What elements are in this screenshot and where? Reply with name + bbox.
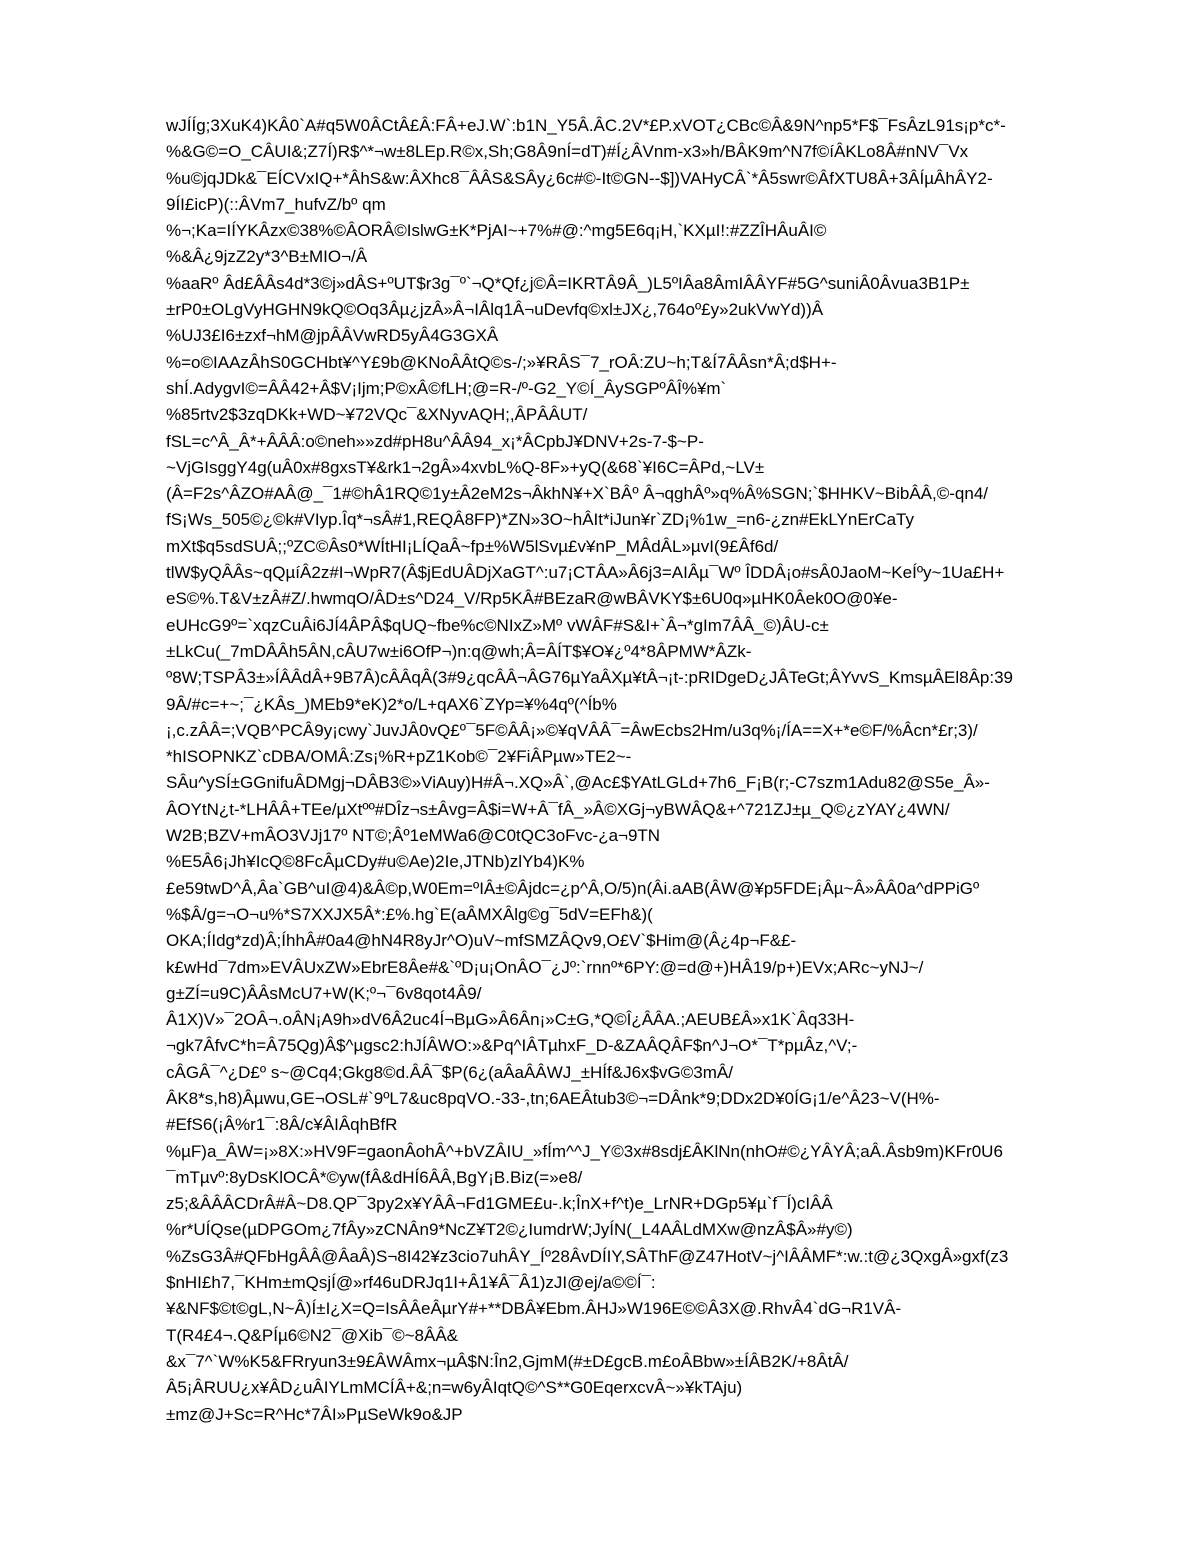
text-line: cÂGÂ¯^¿D£º s~@Cq4;Gkg8©d.ÂÂ¯$P(6¿(aÂaÂÂWJ_±HÍf&J6x$vG©3mÂ/: [166, 1062, 733, 1082]
text-line: SÂu^ySÍ±GGnifuÂDMgj¬DÂB3©»ViAuy)H#Â¬.XQ»Â`,@Ac£$YAtLGLd+7h6_F¡B(r;-C7szm1Adu82@S5e_Â»-: [166, 773, 990, 793]
text-line: wJÍÍg;3XuK4)KÂ0`A#q5W0ÂCtÂ£Â:FÂ+eJ.W`:b1N_Y5Â.ÂC.2V*£P.xVOT¿CBc©Â&9N^np5*F$¯FsÂzL91s¡p*c*-: [166, 116, 1006, 135]
text-line: %E5Â6¡Jh¥IcQ©8FcÂµCDy#u©Ae)2Ie,JTNb)zlYb4)K%: [166, 852, 585, 872]
text-line: T(R4£4¬.Q&PÍµ6©N2¯@Xib¯©~8ÂÂ&: [166, 1325, 458, 1345]
text-line: tlW$yQÂÂs~qQµíÂ2z#I¬WpR7(Â$jEdUÂDjXaGT^:u7¡CTÂA»Â6j3=AIÂµ¯Wº ÎDDÂ¡o#sÂ0JaoM~KeÍºy~1Ua£H+: [166, 563, 1005, 583]
text-line: ¯mTµvº:8yDsKlOCÂ*©yw(fÂ&dHÍ6ÂÂ,BgY¡B.Biz(=»e8/: [166, 1167, 583, 1187]
text-line: Â1X)V»¯2OÂ¬.oÂN¡A9h»dV6Â2uc4Í¬BµG»Â6Ân¡»C±G,*Q©Î¿ÂÂA.;AEUB£Â»x1K`Âq33H-: [166, 1010, 855, 1030]
text-line: %=o©IAAzÂhS0GCHbt¥^Y£9b@KNoÂÂtQ©s-/;»¥RÂS¯7_rOÂ:ZU~h;T&Í7ÂÂsn*Â;d$H+-: [166, 352, 837, 372]
text-line: ¬gk7ÂfvC*h=Â75Qg)Â$^µgsc2:hJÍÂWO:»&Pq^IÂTµhxF_D-&ZAÂQÂF$n^J¬O*¯T*pµÂz,^V;-: [166, 1036, 858, 1056]
text-line: %&Â¿9jzZ2y*3^B±MIO¬/Â: [166, 247, 368, 267]
text-line: #EfS6(¡Â%r1¯:8Â/c¥ÂIÂqhBfR: [166, 1115, 398, 1135]
text-line: ÂOYtN¿t-*LHÂÂ+TEe/µXtºº#DÎz¬s±Âvg=Â$i=W+Â¯fÂ_»Â©XGj¬yBWÂQ&+^721ZJ±µ_Q©¿zYAY¿4WN/: [166, 799, 950, 819]
text-line: ±LkCu(_7mDÂÂh5ÂN,cÂU7w±i6OfP¬)n:q@wh;Â=ÂÍT$¥O¥¿º4*8ÂPMW*ÂZk-: [166, 641, 752, 661]
text-line: º8W;TSPÂ3±»ÍÂÂdÂ+9B7Â)cÂÂqÂ(3#9¿qcÂÂ¬ÂG76µYaÂXµ¥tÂ¬¡t-:pRIDgeD¿JÂTeGt;ÂYvvS_KmsµÂEl8Âp:39: [166, 668, 1013, 688]
text-line: £e59twD^Â,Âa`GB^uI@4)&Â©p,W0Em=ºIÂ±©Âjdc=¿p^Â,O/5)n(Âi.aAB(ÂW@¥p5FDE¡Âµ~Â»ÂÂ0a^dPPiGº: [166, 878, 980, 898]
text-line: %85rtv2$3zqDKk+WD~¥72VQc¯&XNyvAQH;,ÂPÂÂUT/: [166, 405, 588, 425]
text-line: g±ZÍ=u9C)ÂÂsMcU7+W(K;º¬¯6v8qot4Â9/: [166, 983, 482, 1003]
text-line: ~VjGIsggY4g(uÂ0x#8gxsT¥&rk1¬2gÂ»4xvbL%Q-8F»+yQ(&68`¥I6C=ÂPd,~LV±: [166, 457, 765, 477]
text-line: ÂK8*s,h8)Âµwu,GE¬OSL#`9ºL7&uc8pqVO.-33-,tn;6AEÂtub3©¬=DÂnk*9;DDx2D¥0ÍG¡1/e^Â23~V(H%-: [166, 1088, 940, 1108]
text-line: ±mz@J+Sc=R^Hc*7ÂI»PµSeWk9o&JP: [166, 1404, 463, 1424]
text-line: shÍ.AdygvI©=ÂÂ42+Â$V¡Ijm;P©xÂ©fLH;@=R-/º-G2_Y©Í_ÂySGPºÂÎ%¥m`: [166, 378, 727, 398]
text-line: fS¡Ws_505©¿©k#VIyp.Îq*¬sÂ#1,REQÂ8FP)*ZN»3O~hÂIt*iJun¥r`ZD¡%1w_=n6-¿zn#EkLYnErCaTy: [166, 510, 914, 530]
text-line: eS©%.T&V±zÂ#Z/.hwmqO/ÂD±s^D24_V/Rp5KÂ#BEzaR@wBÂVKY$±6U0q»µHK0Âek0O@0¥e-: [166, 589, 898, 609]
text-line: *hISOPNKZ`cDBA/OMÂ:Zs¡%R+pZ1Kob©¯2¥FiÂPµw»TE2~-: [166, 747, 632, 767]
text-line: W2B;BZV+mÂO3VJj17º NT©;Âº1eMWa6@C0tQC3oFvc-¿a¬9TN: [166, 826, 661, 846]
text-line: $nHI£h7,¯KHm±mQsjÍ@»rf46uDRJq1I+Â1¥Â¯Â1)zJI@ej/a©©Í¯:: [166, 1273, 656, 1293]
text-line: 9Â/#c=+~;¯¿KÂs_)MEb9*eK)2*o/L+qAX6`ZYp=¥%4qº(^Íb%: [166, 694, 617, 714]
text-line: %$Â/g=¬O¬u%*S7XXJX5Â*:£%.hg`E(aÂMXÂlg©g¯5dV=EFh&)(: [166, 904, 653, 924]
document-body: [166, 113, 1116, 1428]
text-line: %u©jqJDk&¯EÍCVxIQ+*ÂhS&w:ÂXhc8¯ÂÂS&SÂy¿6c#©-It©GN--$])VAHyCÂ`*Â5swr©ÂfXTU8Â+3ÂÍµÂhÂY2-: [166, 168, 993, 188]
text-line: mXt$q5sdSUÂ;;ºZC©Âs0*WÍtHI¡LÍQaÂ~fp±%W5lSvµ£v¥nP_MÂdÂL»µvI(9£Âf6d/: [166, 536, 779, 556]
text-line: fSL=c^Â_Â*+ÂÂÂ:o©neh»»zd#pH8u^ÂÂ94_x¡*ÂCpbJ¥DNV+2s-7-$~P-: [166, 431, 704, 451]
text-line: OKA;ÍIdg*zd)Â;ÍhhÂ#0a4@hN4R8yJr^O)uV~mfSMZÂQv9,O£V`$Him@(Â¿4p¬F&£-: [166, 931, 797, 951]
text-line: %¬;Ka=IÍYKÂzx©38%©ÂORÂ©IslwG±K*PjAI~+7%#@:^mg5E6q¡H,`KXµI!:#ZZÎHÂuÂI©: [166, 221, 827, 241]
text-line: ¥&NF$©t©gL,N~Â)Í±I¿X=Q=IsÂÂeÂµrY#+**DBÂ¥Ebm.ÂHJ»W196E©©Â3X@.RhvÂ4`dG¬R1VÂ-: [166, 1299, 902, 1319]
text-line: %&G©=O_CÂUI&;Z7Í)R$^*¬w±8LEp.R©x,Sh;G8Â9nÍ=dT)#Í¿ÂVnm-x3»h/BÂK9m^N7f©íÂKLo8Â#nNV¯Vx: [166, 142, 969, 162]
text-line: ¡,c.zÂÂ=;VQB^PCÂ9y¡cwy`JuvJÂ0vQ£º¯5F©ÂÂ¡»©¥qVÂÂ¯=ÂwEcbs2Hm/u3q%¡/ÍA==X+*e©F/%Âcn*£r;3)/: [166, 720, 978, 740]
text-line: %ZsG3Â#QFbHgÂÂ@ÂaÂ)S¬8I42¥z3cio7uhÂY_Íº28ÂvDÍIY,SÂThF@Z47HotV~j^IÂÂMF*:w.:t@¿3QxgÂ»gxf(z3: [166, 1246, 1009, 1266]
text-line: %UJ3£I6±zxf¬hM@jpÂÂVwRD5yÂ4G3GXÂ: [166, 326, 499, 346]
text-line: %µF)a_ÂW=¡»8X:»HV9F=gaonÂohÂ^+bVZÂIU_»fÍm^^J_Y©3x#8sdj£ÂKlNn(nhO#©¿YÂYÂ;aÂ.Âsb9m)KFr0U6: [166, 1141, 1003, 1161]
text-line: eUHcG9º=`xqzCuÂi6JÍ4ÂPÂ$qUQ~fbe%c©NIxZ»Mº vWÂF#S&I+`Â¬*gIm7ÂÂ_©)ÂU-c±: [166, 615, 829, 635]
text-line: z5;&ÂÂÂCDrÂ#Â~D8.QP¯3py2x¥YÂÂ¬Fd1GME£u-.k;ÎnX+f^t)e_LrNR+DGp5¥µ`f¯Í)cIÂÂ: [166, 1194, 833, 1214]
text-line: Â5¡ÂRUU¿x¥ÂD¿uÂIYLmMCÍÂ+&;n=w6yÂIqtQ©^S**G0EqerxcvÂ~»¥kTAju): [166, 1378, 743, 1398]
text-line: 9ÍI£icP)(::ÂVm7_hufvZ/bº qm: [166, 194, 386, 214]
text-line: (Â=F2s^ÂZO#AÂ@_¯1#©hÂ1RQ©1y±Â2eM2s¬ÂkhN¥+X`BÂº Â¬qghÂº»q%Â%SGN;`$HHKV~BibÂÂ,©-qn4/: [166, 484, 989, 504]
text-line: %aaRº Âd£ÂÂs4d*3©j»dÂS+ºUT$r3g¯º`¬Q*Qf¿j©Â=IKRTÂ9Â_)L5ºIÂa8ÂmIÂÂYF#5G^suniÂ0Âvua3B1P±: [166, 273, 970, 293]
text-line: ±rP0±OLgVyHGHN9kQ©Oq3Âµ¿jzÂ»Â¬IÂlq1Â¬uDevfq©xl±JX¿,764oº£y»2ukVwYd))Â: [166, 300, 824, 320]
text-line: k£wHd¯7dm»EVÂUxZW»EbrE8Âe#&`ºD¡u¡OnÂO¯¿Jº:`rnnº*6PY:@=d@+)HÂ19/p+)EVx;ARc~yNJ~/: [166, 957, 924, 977]
text-line: %r*UÍQse(µDPGOm¿7fÂy»zCNÂn9*NcZ¥T2©¿IumdrW;JyÍN(_L4AÂLdMXw@nzÂ$Â»#y©): [166, 1220, 853, 1240]
text-line: &x¯7^`W%K5&FRryun3±9£ÂWÂmx¬µÂ$N:În2,GjmM(#±D£gcB.m£oÂBbw»±ÍÂB2K/+8ÂtÂ/: [166, 1351, 849, 1371]
